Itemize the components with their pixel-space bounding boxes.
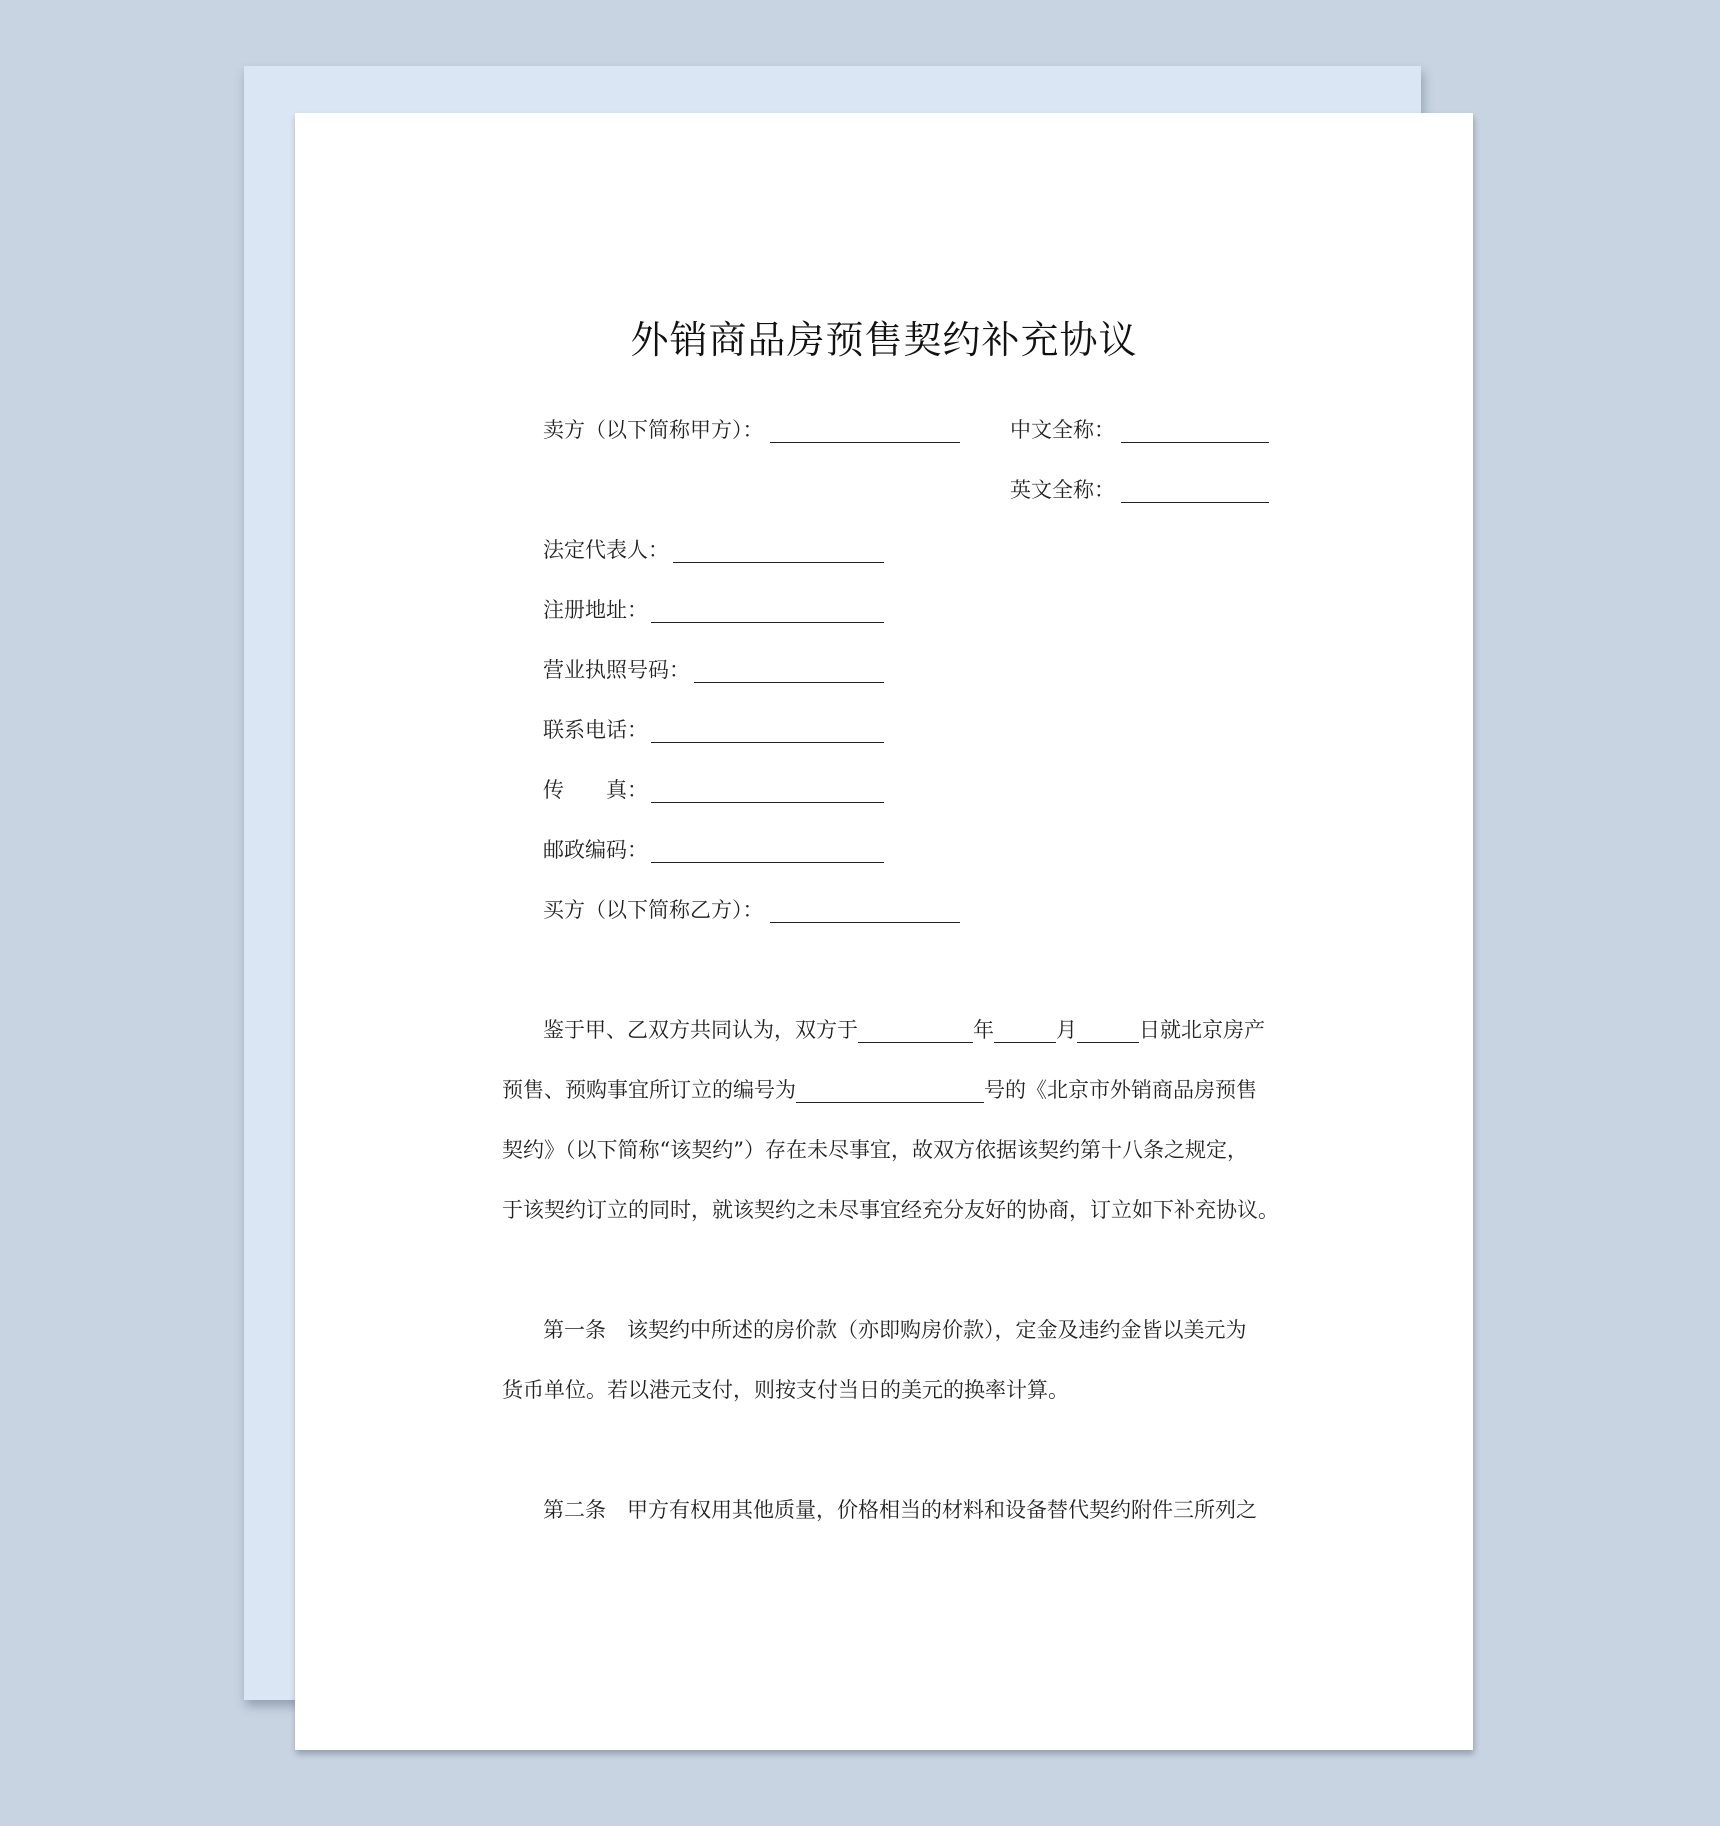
- fax-field[interactable]: [651, 780, 884, 803]
- preamble-text: 日就北京房产: [1139, 1018, 1265, 1042]
- chinese-name-row: [1010, 415, 1269, 445]
- seller-label: 卖方（以下简称甲方）：: [543, 418, 764, 442]
- reg-address-row: [543, 595, 884, 625]
- article-2-text: 甲方有权用其他质量，价格相当的材料和设备替代契约附件三所列之: [627, 1498, 1257, 1522]
- legal-rep-field[interactable]: [673, 540, 884, 563]
- chinese-name-label: 中文全称：: [1010, 418, 1115, 442]
- month-label: 月: [1056, 1018, 1077, 1042]
- article-1-line-1: [543, 1315, 1247, 1345]
- article-1-text: 货币单位。若以港元支付，则按支付当日的美元的换率计算。: [502, 1378, 1069, 1402]
- year-label: 年: [973, 1018, 994, 1042]
- license-no-field[interactable]: [694, 660, 884, 683]
- article-1-heading: 第一条: [543, 1318, 606, 1342]
- license-no-label: 营业执照号码：: [543, 658, 690, 682]
- preamble-line-3: [502, 1135, 1248, 1165]
- legal-rep-row: [543, 535, 884, 565]
- contract-number-field[interactable]: [796, 1080, 984, 1103]
- contract-day-field[interactable]: [1077, 1020, 1139, 1043]
- reg-address-field[interactable]: [651, 600, 884, 623]
- seller-row: [543, 415, 960, 445]
- license-no-row: [543, 655, 884, 685]
- preamble-text: 预售、预购事宜所订立的编号为: [502, 1078, 796, 1102]
- article-1-line-2: [502, 1375, 1069, 1405]
- preamble-text: 于该契约订立的同时，就该契约之未尽事宜经充分友好的协商，订立如下补充协议。: [502, 1198, 1279, 1222]
- buyer-label: 买方（以下简称乙方）：: [543, 898, 764, 922]
- postcode-label: 邮政编码：: [543, 838, 648, 862]
- seller-name-field[interactable]: [770, 420, 960, 443]
- contract-year-field[interactable]: [858, 1020, 973, 1043]
- article-2-line-1: [543, 1495, 1257, 1525]
- document-page: [295, 113, 1473, 1750]
- phone-label: 联系电话：: [543, 718, 648, 742]
- preamble-text: 鉴于甲、乙双方共同认为，双方于: [543, 1018, 858, 1042]
- document-title: 外销商品房预售契约补充协议: [630, 318, 1138, 362]
- preamble-line-4: [502, 1195, 1279, 1225]
- preamble-text: 号的《北京市外销商品房预售: [984, 1078, 1257, 1102]
- reg-address-label: 注册地址：: [543, 598, 648, 622]
- buyer-name-field[interactable]: [770, 900, 960, 923]
- phone-row: [543, 715, 884, 745]
- fax-label-part1: 传: [543, 778, 564, 802]
- postcode-row: [543, 835, 884, 865]
- buyer-row: [543, 895, 960, 925]
- contract-month-field[interactable]: [994, 1020, 1056, 1043]
- preamble-line-1: [543, 1015, 1265, 1045]
- phone-field[interactable]: [651, 720, 884, 743]
- fax-row: [543, 775, 884, 805]
- english-name-row: [1010, 475, 1269, 505]
- fax-label-part2: 真：: [606, 778, 648, 802]
- preamble-line-2: [502, 1075, 1257, 1105]
- chinese-name-field[interactable]: [1121, 420, 1269, 443]
- postcode-field[interactable]: [651, 840, 884, 863]
- preamble-text: 契约》（以下简称“该契约”）存在未尽事宜，故双方依据该契约第十八条之规定，: [502, 1138, 1248, 1162]
- english-name-label: 英文全称：: [1010, 478, 1115, 502]
- english-name-field[interactable]: [1121, 480, 1269, 503]
- article-1-text: 该契约中所述的房价款（亦即购房价款），定金及违约金皆以美元为: [627, 1318, 1247, 1342]
- article-2-heading: 第二条: [543, 1498, 606, 1522]
- legal-rep-label: 法定代表人：: [543, 538, 669, 562]
